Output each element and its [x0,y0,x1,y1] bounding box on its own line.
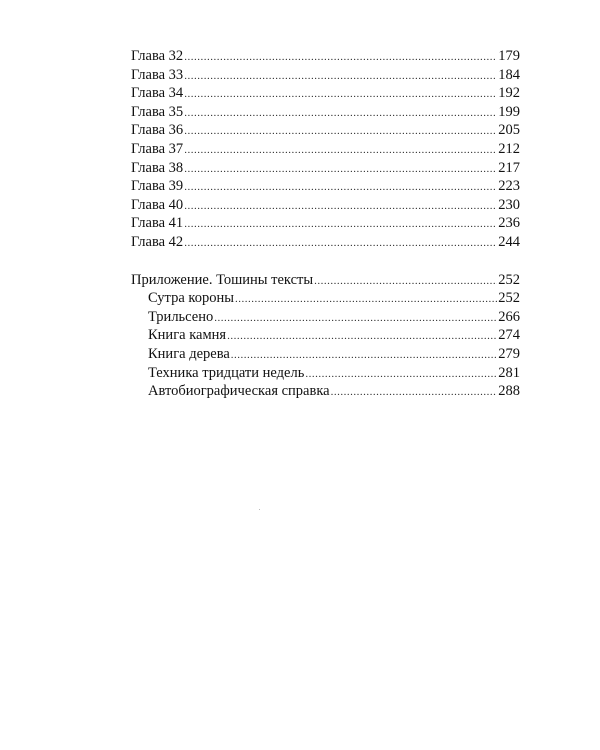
toc-entry-title: Сутра короны [148,290,234,307]
dot-leader [184,197,497,216]
toc-entry-page-number: 288 [498,383,520,400]
toc-entry-title: Техника тридцати недель [148,364,305,381]
toc-entry-page-number: 281 [498,364,520,381]
dot-leader [184,234,497,253]
toc-subentry [131,308,520,327]
toc-entry-page-number: 252 [498,271,520,288]
toc-entry-title: Глава 42 [131,233,184,250]
toc-entry-title: Глава 33 [131,66,184,83]
toc-subentry [131,382,520,401]
toc-subentry [131,345,520,364]
toc-entry-title: Глава 32 [131,48,184,64]
dot-leader [235,290,497,309]
dot-leader [184,160,497,179]
toc-entry-chapter-35 [131,103,520,122]
toc-entry-page-number: 266 [498,308,520,325]
dot-leader [184,178,497,197]
toc-entry-page-number: 236 [498,215,520,232]
dot-leader [214,309,497,328]
dot-leader [184,122,497,141]
dot-leader [184,85,497,104]
toc-entry-page-number: 217 [498,159,520,176]
toc-entry-title: Глава 39 [131,178,184,195]
toc-subentry [131,326,520,345]
toc-entry-chapter-39 [131,177,520,196]
table-of-contents [131,47,520,401]
toc-entry-chapter-38 [131,159,520,178]
section-spacer [131,252,520,271]
dot-leader [305,365,497,384]
toc-entry-page-number: 199 [498,103,520,120]
toc-entry-title: Глава 34 [131,85,184,102]
toc-entry-chapter-42 [131,233,520,252]
toc-entry-title: Автобиографическая справка [148,383,330,400]
dot-leader [184,104,497,123]
dot-leader [184,215,497,234]
dot-leader [184,141,497,160]
toc-entry-chapter-37 [131,140,520,159]
toc-entry-page-number: 279 [498,345,520,362]
toc-entry-title: Приложение. Тошины тексты [131,271,314,288]
toc-entry-page-number: 205 [498,122,520,139]
toc-entry-title: Книга дерева [148,345,230,362]
toc-entry-page-number: 223 [498,178,520,195]
toc-entry-appendix [131,271,520,290]
toc-entry-title: Глава 38 [131,159,184,176]
dot-leader [314,272,497,291]
toc-entry-title: Книга камня [148,327,227,344]
toc-entry-page-number: 244 [498,233,520,250]
scan-speck [259,509,260,510]
toc-entry-page-number: 252 [498,290,520,307]
dot-leader [184,67,497,86]
toc-entry-page-number: 179 [498,48,520,64]
toc-entry-chapter-33 [131,66,520,85]
toc-entry-chapter-36 [131,121,520,140]
toc-entry-title: Глава 40 [131,196,184,213]
dot-leader [227,327,497,346]
toc-entry-page-number: 274 [498,327,520,344]
dot-leader [184,48,497,67]
toc-entry-title: Глава 37 [131,140,184,157]
toc-entry-page-number: 212 [498,140,520,157]
toc-entry-title: Трильсено [148,308,214,325]
toc-entry-title: Глава 41 [131,215,184,232]
toc-subentry [131,364,520,383]
dot-leader [231,346,497,365]
toc-entry-page-number: 184 [498,66,520,83]
toc-entry-chapter-41 [131,214,520,233]
toc-subentry [131,289,520,308]
toc-entry-chapter-32 [131,47,520,66]
toc-entry-title: Глава 36 [131,122,184,139]
toc-entry-title: Глава 35 [131,103,184,120]
toc-entry-chapter-34 [131,84,520,103]
toc-entry-page-number: 192 [498,85,520,102]
dot-leader [331,383,498,402]
toc-entry-chapter-40 [131,196,520,215]
toc-entry-page-number: 230 [498,196,520,213]
